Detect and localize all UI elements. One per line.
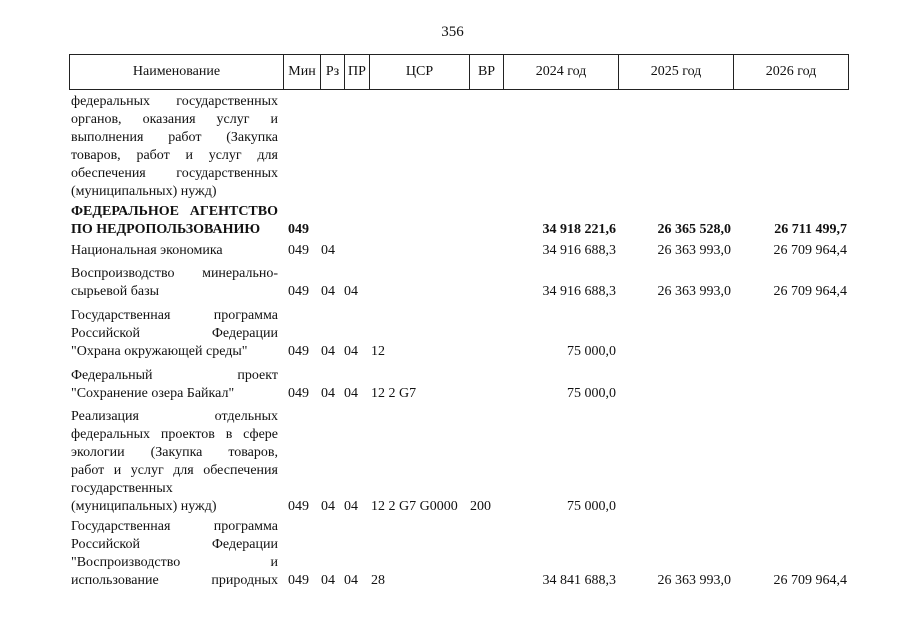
- value-2024: 34 918 221,6: [542, 222, 616, 237]
- row-name-line: государственных: [71, 481, 173, 496]
- value-2024: 75 000,0: [567, 386, 616, 401]
- cell-pr: 04: [344, 499, 358, 514]
- row-name-line: органов, оказания услуг и: [71, 112, 278, 127]
- row-name-line: "Охрана окружающей среды": [71, 344, 248, 359]
- row-name: [71, 307, 278, 361]
- row-name-line: ФЕДЕРАЛЬНОЕ АГЕНТСТВО: [71, 204, 278, 219]
- value-2024: 34 916 688,3: [542, 243, 616, 258]
- value-2026: 26 709 964,4: [773, 573, 847, 588]
- row-name-line: товаров, работ и услуг для: [71, 148, 278, 163]
- value-2024: 34 841 688,3: [542, 573, 616, 588]
- row-name-line: Российской Федерации: [71, 537, 278, 552]
- header-2025: 2025 год: [619, 55, 734, 89]
- cell-rz: 04: [321, 499, 335, 514]
- cell-min: 049: [288, 284, 309, 299]
- row-name-line: Государственная программа: [71, 519, 278, 534]
- row-name: [71, 265, 278, 301]
- cell-min: 049: [288, 573, 309, 588]
- value-2024: 75 000,0: [567, 344, 616, 359]
- header-rz: Рз: [321, 55, 345, 89]
- value-2025: 26 363 993,0: [657, 284, 731, 299]
- row-name-line: Национальная экономика: [71, 243, 223, 258]
- row-name-line: Федеральный проект: [71, 368, 278, 383]
- cell-pr: 04: [344, 284, 358, 299]
- cell-pr: 04: [344, 344, 358, 359]
- row-name-line: "Воспроизводство и: [71, 555, 278, 570]
- row-name: [71, 93, 278, 201]
- row-name-line: федеральных государственных: [71, 94, 278, 109]
- cell-csr: 12 2 G7: [371, 386, 417, 401]
- row-name-line: ПО НЕДРОПОЛЬЗОВАНИЮ: [71, 222, 261, 237]
- row-name-line: сырьевой базы: [71, 284, 159, 299]
- row-name-line: Российской Федерации: [71, 326, 278, 341]
- cell-min: 049: [288, 243, 309, 258]
- value-2025: 26 365 528,0: [657, 222, 731, 237]
- cell-pr: 04: [344, 386, 358, 401]
- header-name: Наименование: [70, 55, 284, 89]
- row-name-line: использование природных: [71, 573, 278, 588]
- value-2024: 75 000,0: [567, 499, 616, 514]
- cell-vr: 200: [470, 499, 491, 514]
- header-min: Мин: [284, 55, 321, 89]
- row-name-line: федеральных проектов в сфере: [71, 427, 278, 442]
- row-name-line: (муниципальных) нужд): [71, 184, 217, 199]
- row-name-line: (муниципальных) нужд): [71, 499, 217, 514]
- header-2024: 2024 год: [504, 55, 619, 89]
- row-name-line: обеспечения государственных: [71, 166, 278, 181]
- header-vr: ВР: [470, 55, 504, 89]
- cell-min: 049: [288, 344, 309, 359]
- cell-min: 049: [288, 222, 309, 237]
- value-2025: 26 363 993,0: [657, 573, 731, 588]
- cell-rz: 04: [321, 344, 335, 359]
- value-2024: 34 916 688,3: [542, 284, 616, 299]
- cell-pr: 04: [344, 573, 358, 588]
- row-name-line: экологии (Закупка товаров,: [71, 445, 278, 460]
- row-name-line: работ и услуг для обеспечения: [71, 463, 278, 478]
- table-header: [69, 54, 849, 90]
- value-2026: 26 709 964,4: [773, 243, 847, 258]
- cell-rz: 04: [321, 284, 335, 299]
- row-name-line: "Сохранение озера Байкал": [71, 386, 235, 401]
- row-name: [71, 367, 278, 403]
- cell-rz: 04: [321, 573, 335, 588]
- cell-csr: 28: [371, 573, 385, 588]
- header-csr: ЦСР: [370, 55, 470, 89]
- header-2026: 2026 год: [765, 64, 817, 79]
- row-name-line: Государственная программа: [71, 308, 278, 323]
- row-name: [71, 518, 278, 590]
- value-2026: 26 709 964,4: [773, 284, 847, 299]
- cell-min: 049: [288, 499, 309, 514]
- cell-csr: 12 2 G7 G0000: [371, 499, 458, 514]
- cell-csr: 12: [371, 344, 385, 359]
- cell-min: 049: [288, 386, 309, 401]
- header-pr: ПР: [345, 55, 370, 89]
- value-2025: 26 363 993,0: [657, 243, 731, 258]
- page-number: 356: [441, 24, 464, 40]
- cell-rz: 04: [321, 243, 335, 258]
- row-name-line: Воспроизводство минерально-: [71, 266, 278, 281]
- row-name: [71, 203, 278, 239]
- row-name-line: Реализация отдельных: [71, 409, 278, 424]
- row-name: [71, 408, 278, 516]
- value-2026: 26 711 499,7: [774, 222, 847, 237]
- row-name: [71, 242, 278, 260]
- row-name-line: выполнения работ (Закупка: [71, 130, 278, 145]
- cell-rz: 04: [321, 386, 335, 401]
